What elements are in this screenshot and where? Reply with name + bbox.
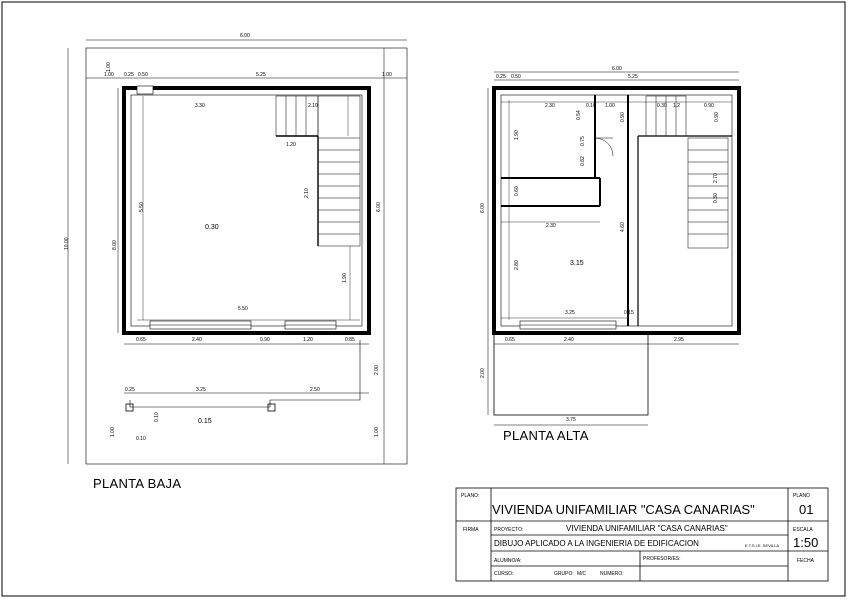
dim-label: 0.65 (136, 337, 146, 343)
planta-baja-plan (68, 40, 407, 464)
dim-label: 3.25 (565, 310, 575, 316)
dim-label: 1.2 (673, 103, 680, 109)
pa-dimension-labels (480, 66, 720, 423)
fecha-label: FECHA (797, 558, 814, 564)
dim-label: 3.75 (566, 417, 576, 423)
grupo-value: M/C (577, 571, 587, 577)
subject: DIBUJO APLICADO A LA INGENIERIA DE EDIFICACION (494, 539, 699, 548)
dim-label: 2.70 (713, 173, 719, 183)
pb-dimension-labels (64, 33, 392, 442)
dim-label: 0.90 (704, 103, 714, 109)
dim-label: 2.40 (192, 337, 202, 343)
dim-label: 0.75 (580, 136, 586, 146)
alumno-label: ALUMNO/A: (494, 558, 522, 564)
dim-label: 0.60 (514, 186, 520, 196)
ground-floor-interior (131, 95, 362, 326)
dim-label: 0.10 (136, 436, 146, 442)
dim-label: 8.00 (112, 240, 118, 250)
planta-baja-title: PLANTA BAJA (93, 476, 182, 491)
level-label: 0.30 (205, 224, 219, 231)
dim-label: 0.25 (496, 74, 506, 80)
dim-label: 0.90 (620, 112, 626, 122)
plot-boundary (86, 48, 407, 464)
plano-number: 01 (799, 502, 814, 517)
dim-label: 1.00 (374, 427, 380, 437)
dim-label: 2.95 (674, 337, 684, 343)
dim-label: 2.00 (480, 368, 486, 378)
dim-label: 0.25 (124, 72, 134, 78)
level-label: 3.15 (570, 260, 584, 267)
dim-label: 2.30 (545, 103, 555, 109)
dim-label: 2.50 (310, 387, 320, 393)
dim-label: 1.00 (106, 62, 112, 72)
dim-label: 3.25 (196, 387, 206, 393)
dim-label: 1.00 (605, 103, 615, 109)
dim-label: 0.15 (624, 310, 634, 316)
dim-label: 0.30 (713, 193, 719, 203)
dim-label: 0.85 (345, 337, 355, 343)
plano-num-label: PLANO (793, 493, 810, 499)
profesor-label: PROFESOR/ES: (643, 556, 681, 562)
dim-label: 6.00 (240, 33, 250, 39)
dim-label: 1.20 (286, 142, 296, 148)
dim-label: 2.10 (304, 188, 310, 198)
dim-label: 3.30 (195, 103, 205, 109)
ground-stairs (276, 96, 360, 246)
balcony (494, 333, 648, 415)
curso-label: CURSO: (494, 571, 514, 577)
dim-label: 0.65 (505, 337, 515, 343)
dim-label: 0.10 (154, 412, 160, 422)
dim-label: 0.90 (260, 337, 270, 343)
dim-label: 1.20 (303, 337, 313, 343)
grupo-label: GRUPO: (554, 571, 574, 577)
dim-label: 0.30 (657, 103, 667, 109)
dim-label: 0.50 (138, 72, 148, 78)
dim-label: 0.50 (511, 74, 521, 80)
dim-label: 2.10 (308, 103, 318, 109)
dim-label: 5.50 (238, 306, 248, 312)
planta-alta-title: PLANTA ALTA (503, 428, 589, 443)
dim-label: 6.00 (480, 203, 486, 213)
dim-label: 0.10 (586, 103, 596, 109)
dim-label: 4.60 (620, 222, 626, 232)
proyecto-value: VIVIENDA UNIFAMILIAR "CASA CANARIAS" (566, 524, 728, 533)
dim-label: 5.25 (256, 72, 266, 78)
dim-label: 10.00 (64, 237, 70, 250)
planta-alta-plan (488, 72, 739, 425)
dim-label: 0.25 (125, 387, 135, 393)
dim-label: 0.90 (714, 112, 720, 122)
dim-label: 1.00 (104, 72, 114, 78)
dim-label: 6.00 (612, 66, 622, 72)
dim-label: 1.90 (342, 273, 348, 283)
dim-label: 0.82 (580, 156, 586, 166)
dim-label: 5.50 (139, 202, 145, 212)
escala-value: 1:50 (793, 535, 819, 550)
firma-label: FIRMA (463, 527, 479, 533)
dim-label: 2.00 (374, 365, 380, 375)
dim-label: 2.80 (514, 260, 520, 270)
dim-label: 1.00 (110, 427, 116, 437)
dim-label: 2.30 (546, 223, 556, 229)
dim-label: 2.40 (564, 337, 574, 343)
dim-label: 5.25 (628, 74, 638, 80)
dim-label: 1.00 (382, 72, 392, 78)
dim-label: 0.54 (576, 110, 582, 120)
plano-label: PLANO: (461, 493, 480, 499)
school: E.T.S.I.E. SEVILLA (745, 543, 780, 548)
upper-floor-walls (494, 88, 739, 333)
level-label: 0.15 (198, 418, 212, 425)
dim-label: 6.00 (376, 202, 382, 212)
escala-label: ESCALA (793, 527, 813, 533)
ground-floor-walls (124, 88, 369, 333)
proyecto-label: PROYECTO: (494, 527, 524, 533)
plano-title: VIVIENDA UNIFAMILIAR "CASA CANARIAS" (492, 502, 755, 517)
dim-label: 1.90 (514, 130, 520, 140)
numero-label: NUMERO: (600, 571, 624, 577)
